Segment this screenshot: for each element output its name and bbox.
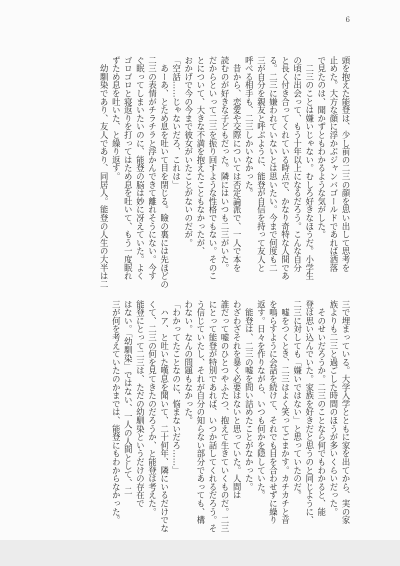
text-column: くて、二三の何を見てきたのだろうか、と能登は考えた。 [147,300,158,516]
text-column: ずため息を吐いた、と繰り返す。 [111,56,122,181]
text-column: 幼馴染であり、友人であり、同居人。能登の人生の大半は二 [99,56,110,289]
page-number: 6 [345,16,350,24]
text-column: 二三の表情がチラチラと浮かんできて離れそうにない。今す [147,56,158,281]
text-column: わない。なんの問題もなかった。 [183,300,194,425]
text-column: 能登にとって二三は、ただの幼馴染というだけの存在で [135,300,146,508]
text-column: にとって能登が特別であれば、いつか話してくれるだろう。そ [207,300,218,533]
text-column: 止めた。大方な顔に浮かぶジャンバゴールドであれば洒落 [328,56,339,272]
text-column: と長く付き合ってくれている時点で、かなり奇特な人間であ [280,56,291,281]
text-column: 誰だって嘘のひとつやふたつ、抱えて生きていくものだ。二三 [220,300,231,533]
text-column: ゴロゴロと寝返りを打ってはため息を吐いて、もう一度眠れ [123,56,134,281]
text-column: あーあ、とため息を吐いて目を閉じる。瞼の裏には先ほどの [159,56,170,289]
lower-text-block [102,300,352,538]
text-column: ハア、と吐いた嘆息を聞いて、二十何年、隣にいるだけでな [159,300,170,533]
text-column: 嘘をつくとき、二三はよく笑ってごまかす。カチカチと音 [280,300,291,525]
text-column: ぐ眠ってしまいたいのに、能登の脳は妙に冴えていた。よく [135,56,146,281]
text-column: る。二三に嫌われていないとは思いたい。今まで何度も二 [268,56,279,272]
text-column: とについて、大きな不満を抱えたこともなかったが、 [195,56,206,256]
text-column: う信じていたし、それが自分の知らない部分であっても、構 [195,300,206,525]
text-column: だからといって二三を振り回すような性格でもない。そのこ [207,56,218,281]
text-column: を鳴らすように会話を続けて、それでも目を合わせずに繰り [268,300,279,525]
text-column: 能登は、二三の嘘を問い詰めたことがなかった。 [244,300,255,491]
text-column: 族よりも二三と過ごした時間のほうが多いくらいだった。 [328,300,339,516]
text-column: おかげで今の今まで彼女がいたことがないのだが。 [183,56,194,247]
upper-text-block [90,56,352,294]
text-column: 二三に対しても「嫌いではない」と思っていたのだ。 [292,300,303,500]
text-column: 「わかってたことなのに、悩まないだろ……」 [171,300,182,475]
text-column: はない。「幼馴染」ではない、一人の人間として、二 [123,300,134,496]
text-column: 三で埋まっている。大学入学とともに家を出てから、実の家 [341,300,351,525]
scan-margin [0,540,400,566]
text-column: で見たのは、聞かずともわかるような気がした。 [316,56,327,239]
text-column: 呼べる相手も、二三しかいなかった。 [244,56,255,198]
text-column: 昔から、恋愛や交際については否定論派で、一人で本を [232,56,243,272]
text-column: 頭を抱えた能登は、少し前の二三の顔を思い出して思考を [341,56,351,272]
text-column: 二三のことは嫌いじゃない。むしろ好きなほうだ。小学生 [304,56,315,281]
text-column: 読むのが好きな子どもだった。隣にはいつも二三がいた。 [220,56,231,272]
text-column: わざわざそれを暴く必要はないと思っていた。人間は [232,300,243,500]
text-column: 三が何を考えていたのかまでは、能登にもわからなかった。 [111,300,122,525]
text-column: 三が自分を親友と呼ぶように、能登が自信を持って友人と [256,56,267,272]
text-column: 「空話……じゃないだろ、これは」 [171,56,182,189]
text-column: の頃に出会って、もう十年以上になるだろう。こんな自分 [292,56,303,272]
text-column: 登は思い込んでいた。家族を好きだと思うのと同じように、 [304,300,315,525]
text-column: そのせいだろうか。二三のことなら何でもわかると、能 [316,300,327,516]
text-column: 返す。日々を作りながら、いつも何かを隠していた。 [256,300,267,500]
